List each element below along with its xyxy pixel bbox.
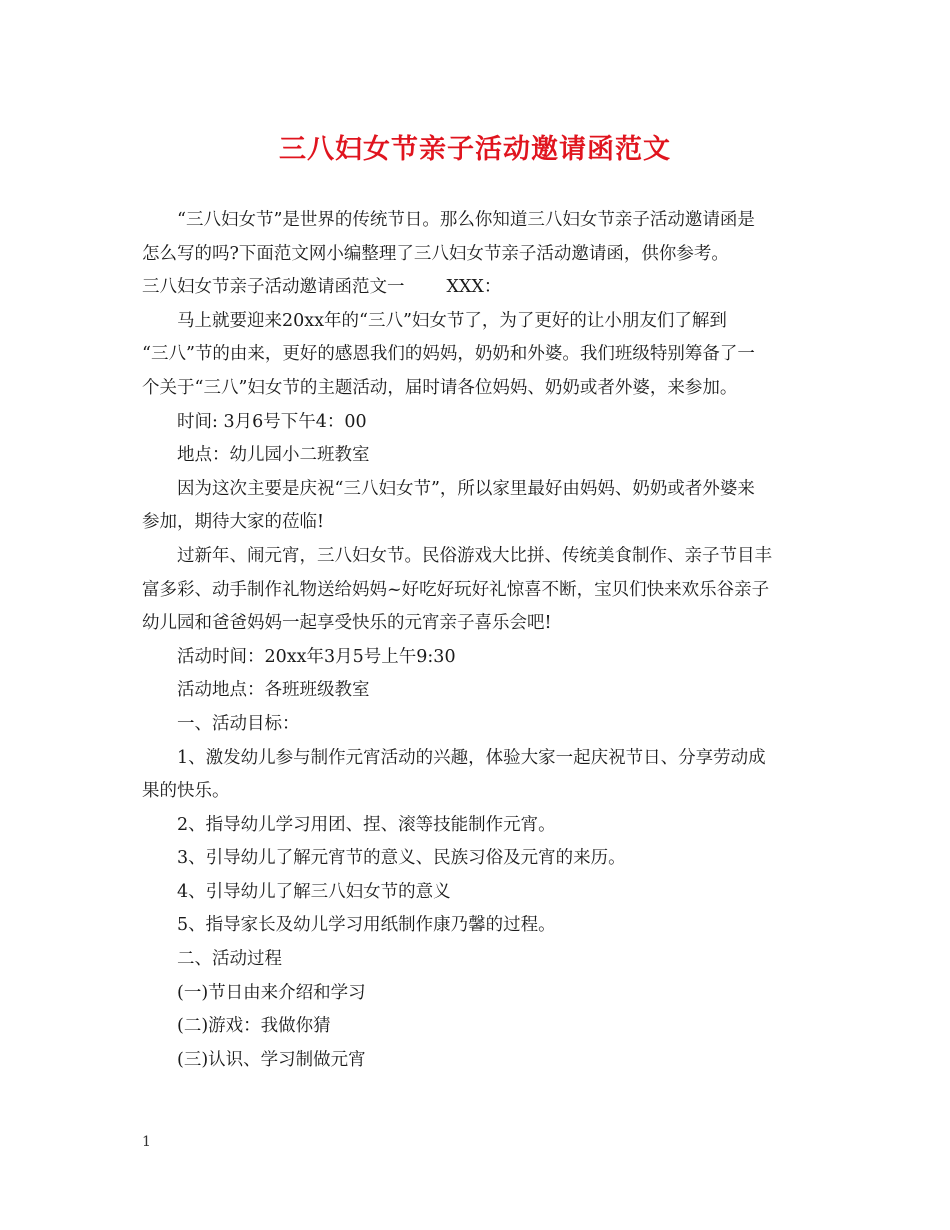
process-step-1: (一)节日由来介绍和学习: [177, 982, 366, 1003]
time-line: 时间: 3月6号下午4：00: [177, 411, 367, 432]
activity-time-line: 活动时间：20xx年3月5号上午9:30: [177, 646, 456, 667]
place-line: 地点：幼儿园小二班教室: [177, 445, 370, 466]
goal-1-line-2: 果的快乐。: [142, 781, 230, 802]
goal-5: 5、指导家长及幼儿学习用纸制作康乃馨的过程。: [177, 915, 556, 936]
goal-3: 3、引导幼儿了解元宵节的意义、民族习俗及元宵的来历。: [177, 848, 626, 869]
page-number: 1: [142, 1134, 151, 1150]
para2-line-2: 参加，期待大家的莅临!: [142, 512, 325, 533]
sample-heading: 三八妇女节亲子活动邀请函范文一: [142, 277, 405, 298]
goal-4: 4、引导幼儿了解三八妇女节的意义: [177, 881, 451, 902]
sample-heading-line: [142, 271, 812, 305]
para1-line-1: 马上就要迎来20xx年的“三八”妇女节了，为了更好的让小朋友们了解到: [177, 310, 727, 331]
goal-2: 2、指导幼儿学习用团、捏、滚等技能制作元宵。: [177, 814, 556, 835]
para2-line-1: 因为这次主要是庆祝“三八妇女节”，所以家里最好由妈妈、奶奶或者外婆来: [177, 478, 755, 499]
para1-line-2: “三八”节的由来，更好的感恩我们的妈妈，奶奶和外婆。我们班级特别筹备了一: [142, 344, 755, 365]
process-step-3: (三)认识、学习制做元宵: [177, 1049, 366, 1070]
para3-line-3: 幼儿园和爸爸妈妈一起享受快乐的元宵亲子喜乐会吧!: [142, 613, 552, 634]
para3-line-2: 富多彩、动手制作礼物送给妈妈~好吃好玩好礼惊喜不断，宝贝们快来欢乐谷亲子: [142, 579, 770, 600]
goals-heading: 一、活动目标：: [177, 713, 300, 734]
process-step-2: (二)游戏：我做你猜: [177, 1016, 331, 1037]
process-heading: 二、活动过程: [177, 949, 282, 970]
para3-line-1: 过新年、闹元宵，三八妇女节。民俗游戏大比拼、传统美食制作、亲子节目丰: [177, 545, 772, 566]
goal-1-line-1: 1、激发幼儿参与制作元宵活动的兴趣，体验大家一起庆祝节日、分享劳动成: [177, 747, 766, 768]
document-title: 三八妇女节亲子活动邀请函范文: [279, 134, 671, 165]
activity-place-line: 活动地点：各班班级教室: [177, 680, 370, 701]
para1-line-3: 个关于“三八”妇女节的主题活动，届时请各位妈妈、奶奶或者外婆，来参加。: [142, 377, 738, 398]
document-body: [142, 204, 812, 1077]
intro-line-2: 怎么写的吗?下面范文网小编整理了三八妇女节亲子活动邀请函，供你参考。: [142, 243, 729, 264]
salutation: XXX：: [446, 277, 502, 298]
intro-line-1: “三八妇女节”是世界的传统节日。那么你知道三八妇女节亲子活动邀请函是: [177, 210, 755, 230]
